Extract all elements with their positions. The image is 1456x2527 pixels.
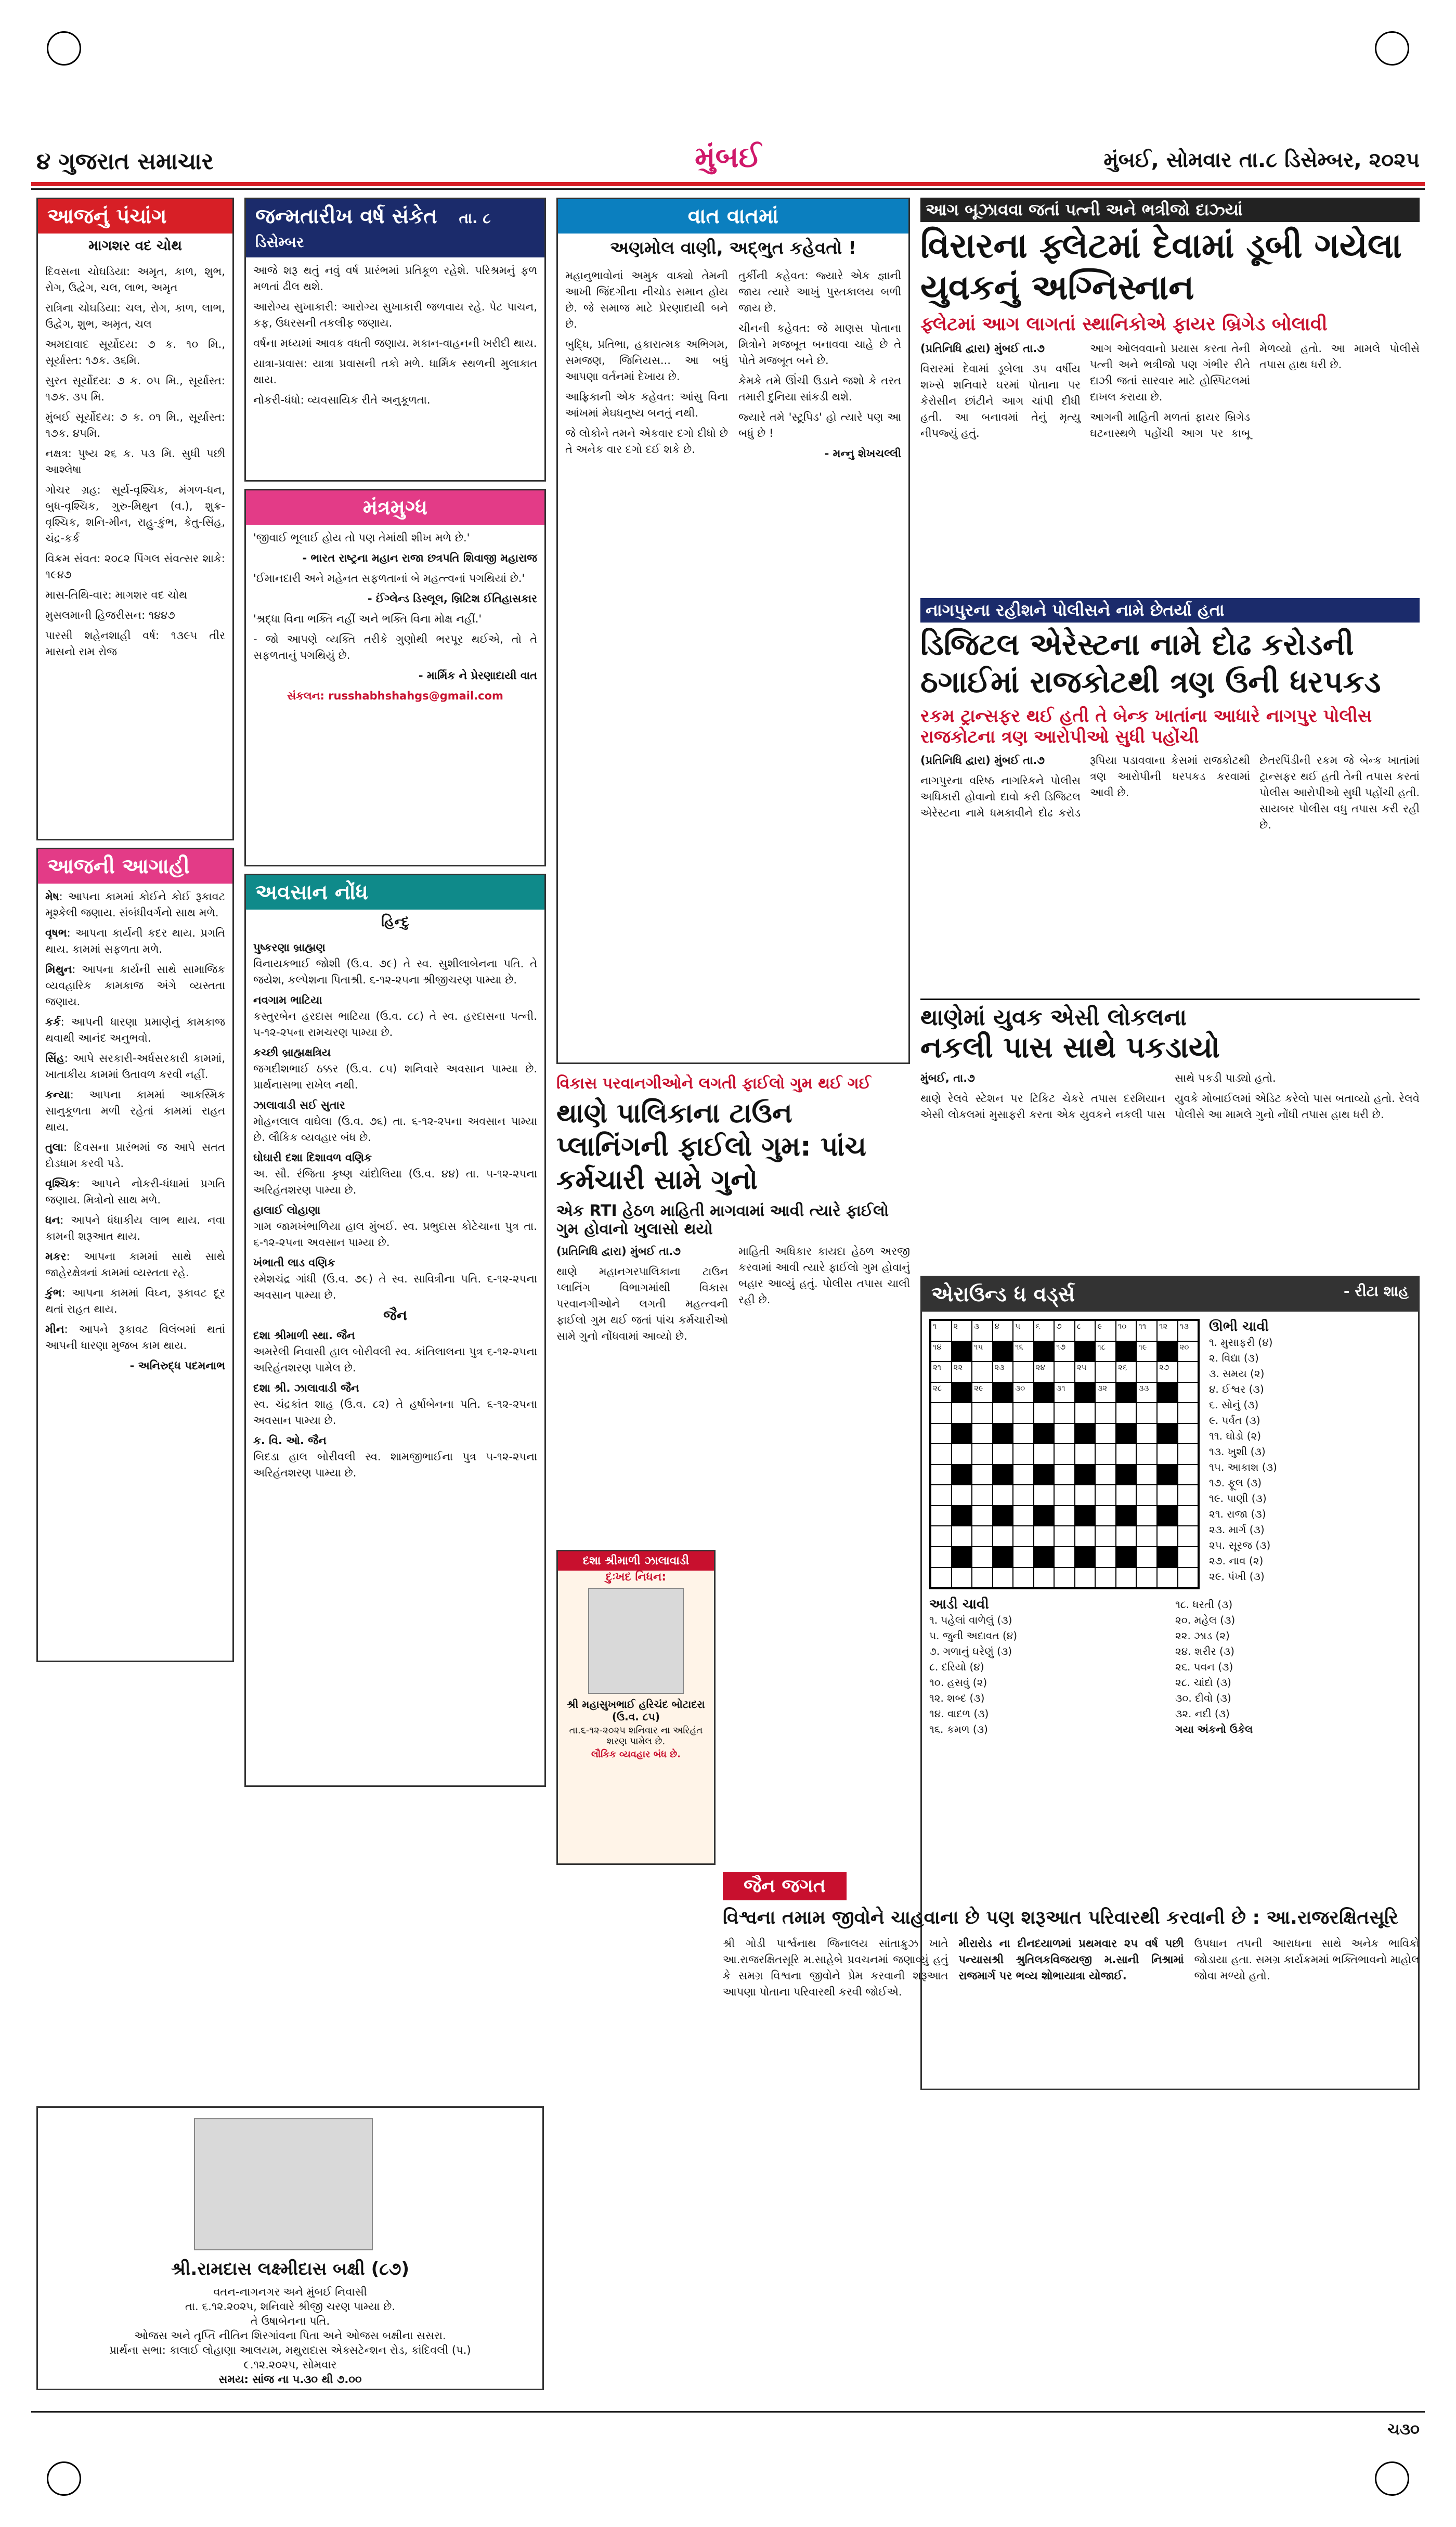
grid-cell[interactable] — [1013, 1403, 1034, 1423]
grid-block — [1157, 1547, 1178, 1567]
grid-cell[interactable] — [1157, 1403, 1178, 1423]
grid-cell[interactable] — [972, 1567, 993, 1588]
virar-story — [920, 198, 1420, 593]
panchang-title: આજનું પંચાંગ — [38, 199, 232, 234]
grid-cell[interactable] — [972, 1444, 993, 1465]
grid-cell[interactable] — [931, 1444, 952, 1465]
grid-cell[interactable]: ૨૬ — [1116, 1362, 1137, 1382]
grid-cell[interactable] — [1054, 1506, 1075, 1526]
grid-cell[interactable] — [1013, 1506, 1034, 1526]
jain-jagat-body: શ્રી ગોડી પાર્શ્વનાથ જિનાલય સાંતાક્રુઝ ખાતે આ.રાજરક્ષિતસૂરિ મ.સાહેબે પ્રવચનમાં જણાવ્યું હતું કે સમગ્ર વિશ્વના જીવોને પ્રેમ કરવાની શરૂઆત આપણા પોતાના પરિવારથી કરવી જોઈએ. મીરારોડ ના દીનદયાળમાં પ્રથમવાર ૨૫ વર્ષ પછી પન્યાસશ્રી શ્રુતિલકવિજયજી મ.સાની નિશ્રામાં રાજમાર્ગ પર ભવ્ય શોભાયાત્રા યોજાઈ. ઉપધાન તપની આરાધના સાથે અનેક ભાવિકો જોડાયા હતા. સમગ્ર કાર્યક્રમમાં ભક્તિભાવનો માહોલ જોવા મળ્યો હતો. — [723, 1937, 1420, 1998]
grid-block — [1075, 1423, 1096, 1444]
header-rule-thin — [31, 188, 1425, 190]
grid-cell[interactable] — [1013, 1547, 1034, 1567]
ac-body: મુંબઈ, તા.૭ થાણે રેલવે સ્ટેશન પર ટિકિટ ચેકરે તપાસ દરમિયાન એસી લોકલમાં મુસાફરી કરતા એક યુવકને નકલી પાસ સાથે પકડી પાડ્યો હતો. યુવકે મોબાઈલમાં એડિટ કરેલો પાસ બતાવ્યો હતો. રેલવે પોલીસે આ મામલે ગુનો નોંધી તપાસ હાથ ધરી છે. — [920, 1072, 1420, 1121]
grid-block — [1157, 1506, 1178, 1526]
date-line: મુંબઈ, સોમવાર તા.૮ ડિસેમ્બર, ૨૦૨૫ — [1103, 148, 1420, 172]
grid-block — [1034, 1382, 1055, 1403]
obituary-ad-bakshi — [36, 2106, 544, 2390]
dasha-subtitle: દુઃખદ નિધન: — [605, 1571, 667, 1584]
grid-block — [952, 1547, 972, 1567]
grid-cell[interactable] — [1157, 1526, 1178, 1547]
grid-cell[interactable] — [1095, 1423, 1116, 1444]
grid-cell[interactable]: ૨૨ — [952, 1362, 972, 1382]
grid-cell[interactable]: ૫ — [1013, 1320, 1034, 1341]
grid-cell[interactable]: ૧૭ — [1054, 1341, 1075, 1362]
grid-cell[interactable] — [972, 1526, 993, 1547]
grid-block — [1116, 1341, 1137, 1362]
grid-cell[interactable] — [1095, 1403, 1116, 1423]
grid-cell[interactable] — [1178, 1506, 1199, 1526]
grid-cell[interactable] — [1075, 1567, 1096, 1588]
grid-cell[interactable] — [1136, 1423, 1157, 1444]
mantra-title: મંત્રમુગ્ધ — [246, 490, 544, 525]
virar-kicker: આગ બૂઝાવવા જતાં પત્ની અને ભત્રીજો દાઝ્યાં — [920, 198, 1420, 222]
grid-cell[interactable] — [993, 1526, 1013, 1547]
grid-cell[interactable] — [1157, 1485, 1178, 1506]
grid-cell[interactable]: ૧૮ — [1095, 1341, 1116, 1362]
grid-cell[interactable]: ૨૧ — [931, 1362, 952, 1382]
grid-cell[interactable] — [1178, 1485, 1199, 1506]
grid-cell[interactable]: ૪ — [993, 1320, 1013, 1341]
birthday-title: જન્મતારીખ વર્ષ સંકેત તા. ૮ ડિસેમ્બર — [246, 199, 544, 257]
crossword-grid-wrap — [929, 1319, 1200, 1589]
grid-cell[interactable] — [931, 1547, 952, 1567]
grid-block — [1034, 1341, 1055, 1362]
grid-cell[interactable]: ૧૦ — [1116, 1320, 1137, 1341]
grid-cell[interactable] — [952, 1567, 972, 1588]
grid-block — [1116, 1506, 1137, 1526]
grid-block — [952, 1465, 972, 1485]
virar-sub: ફ્લેટમાં આગ લાગતાં સ્થાનિકોએ ફાયર બ્રિગેડ બોલાવી — [920, 314, 1328, 335]
grid-cell[interactable] — [1095, 1444, 1116, 1465]
grid-cell[interactable]: ૨૯ — [972, 1382, 993, 1403]
grid-cell[interactable] — [972, 1423, 993, 1444]
grid-cell[interactable] — [1054, 1526, 1075, 1547]
obituary-jain: જૈન — [383, 1307, 407, 1324]
grid-cell[interactable] — [993, 1403, 1013, 1423]
crossword-grid[interactable] — [929, 1319, 1200, 1589]
grid-block — [1116, 1465, 1137, 1485]
grid-block — [952, 1382, 972, 1403]
grid-cell[interactable] — [993, 1444, 1013, 1465]
grid-cell[interactable]: ૨૭ — [1157, 1362, 1178, 1382]
ac-kicker: થાણેમાં યુવક એસી લોકલના — [920, 1004, 1187, 1031]
vaat-title: વાત વાતમાં — [558, 199, 908, 234]
grid-cell[interactable]: ૩ — [972, 1320, 993, 1341]
vaat-heading: અણમોલ વાણી, અદ્ભુત કહેવતો ! — [610, 238, 856, 258]
grid-cell[interactable] — [1054, 1362, 1075, 1382]
grid-block — [1157, 1382, 1178, 1403]
grid-cell[interactable]: ૩૦ — [1013, 1382, 1034, 1403]
obituary-title: અવસાન નોંધ — [246, 875, 544, 910]
footer-rule — [31, 2411, 1425, 2413]
grid-block — [1157, 1465, 1178, 1485]
grid-cell[interactable] — [972, 1547, 993, 1567]
grid-block — [1034, 1423, 1055, 1444]
grid-block — [952, 1341, 972, 1362]
jain-jagat-headline: વિશ્વના તમામ જીવોને ચાહવાના છે પણ શરૂઆત પરિવારથી કરવાની છે : આ.રાજરક્ષિતસૂરિ — [723, 1907, 1399, 1928]
grid-cell[interactable] — [1075, 1485, 1096, 1506]
dasha-line: તા.૬-૧૨-૨૦૨૫ શનિવાર ના અરિહંત શરણ પામેલ છે. — [569, 1725, 703, 1747]
crossword-title: એરાઉન્ડ ધ વર્ડ્સ - રીટા શાહ — [922, 1277, 1418, 1312]
grid-block — [1157, 1423, 1178, 1444]
grid-cell[interactable] — [993, 1567, 1013, 1588]
grid-block — [1075, 1547, 1096, 1567]
grid-cell[interactable] — [972, 1362, 993, 1382]
grid-cell[interactable] — [1136, 1362, 1157, 1382]
grid-cell[interactable] — [1013, 1526, 1034, 1547]
grid-cell[interactable] — [1054, 1485, 1075, 1506]
grid-block — [1075, 1341, 1096, 1362]
grid-cell[interactable] — [1054, 1403, 1075, 1423]
grid-cell[interactable]: ૧૯ — [1136, 1341, 1157, 1362]
down-title: ઊભી ચાવી — [1209, 1319, 1269, 1334]
grid-cell[interactable] — [1136, 1567, 1157, 1588]
grid-cell[interactable] — [1095, 1465, 1116, 1485]
grid-cell[interactable]: ૨૦ — [1178, 1341, 1199, 1362]
grid-cell[interactable] — [993, 1485, 1013, 1506]
grid-cell[interactable] — [1116, 1485, 1137, 1506]
grid-cell[interactable] — [931, 1485, 952, 1506]
grid-cell[interactable] — [952, 1403, 972, 1423]
portrait-photo — [194, 2118, 373, 2250]
grid-cell[interactable]: ૩૨ — [1095, 1382, 1116, 1403]
section-title: મુંબઈ — [695, 140, 761, 174]
arrest-sub: રકમ ટ્રાન્સફર થઈ હતી તે બેન્ક ખાતાંના આધારે નાગપુર પોલીસ રાજકોટના ત્રણ આરોપીઓ સુધી પહોંચી — [920, 706, 1372, 747]
grid-cell[interactable] — [931, 1506, 952, 1526]
crossword-clues: ઊભી ચાવી ૧. મુસાફરી (૪) ૨. વિદ્યા (૩) ૩. સમય (૨) ૪. ઈશ્વર (૩) ૬. સોનું (૩) ૯. પર્વત (૩) ૧૧. ઘોડો (૨) ૧૩. ખુશી (૩) ૧૫. આકાશ (૩) ૧૭. ફૂલ (૩) ૧૯. પાણી (૩) ૨૧. રાજા (૩) ૨૩. માર્ગ (૩) ૨૫. સૂરજ (૩) ૨૭. નાવ (૨) ૨૯. પંખી (૩) — [1209, 1319, 1411, 1589]
grid-cell[interactable]: ૩૧ — [1054, 1382, 1075, 1403]
grid-cell[interactable] — [1157, 1444, 1178, 1465]
grid-cell[interactable] — [1054, 1567, 1075, 1588]
grid-cell[interactable]: ૨૫ — [1075, 1362, 1096, 1382]
registration-mark — [1375, 2461, 1409, 2496]
grid-block — [993, 1547, 1013, 1567]
grid-cell[interactable] — [1136, 1465, 1157, 1485]
grid-cell[interactable]: ૭ — [1054, 1320, 1075, 1341]
vaat-text: મહાનુભાવોનાં અમુક વાક્યો તેમની આખી જિંદગીના નીચોડ સમાન હોય છે. જે સમાજ માટે પ્રેરણાદાયી બને છે. બુદ્ધિ, પ્રતિભા, હકારાત્મક અભિગમ, સમજણ, જિનિયસ... આ બધું આપણા વર્તનમાં દેખાય છે. આફ્રિકાની એક કહેવત: આંસુ વિના આંખમાં મેઘધનુષ્ય બનતું નથી. જે લોકોને તમને એકવાર દગો દીધો છે તે અનેક વાર દગો દઈ શકે છે. તુર્કીની કહેવત: જ્યારે એક જ્ઞાની જાય ત્યારે આખું પુસ્તકાલય બળી જાય છે. ચીનની કહેવત: જે માણસ પોતાના મિત્રોને મજબૂત બનાવવા ચાહે છે તે પોતે મજબૂત બને છે. કેમકે તમે ઊંચી ઉડાને જશો કે તરત તમારી દુનિયા સાંકડી થશે. જ્યારે તમે 'સ્ટૂપિડ' હો ત્યારે પણ આ બધું છે ! - મન્નુ શેખચલ્લી — [558, 263, 908, 469]
ac-local-story — [920, 999, 1420, 1271]
forecast-box — [36, 848, 234, 1662]
panchang-tithi: માગશર વદ ચોથ — [88, 238, 182, 254]
grid-block — [993, 1423, 1013, 1444]
forecast-author: - અનિરુદ્ધ પદમનાભ — [129, 1359, 225, 1372]
grid-block — [1034, 1547, 1055, 1567]
grid-cell[interactable] — [1013, 1567, 1034, 1588]
obituary-hindu: હિન્દુ — [381, 914, 409, 930]
grid-cell[interactable] — [1178, 1444, 1199, 1465]
grid-cell[interactable] — [1054, 1444, 1075, 1465]
grid-cell[interactable] — [931, 1403, 952, 1423]
grid-block — [993, 1506, 1013, 1526]
grid-block — [1034, 1506, 1055, 1526]
grid-cell[interactable] — [1095, 1567, 1116, 1588]
grid-block — [1075, 1382, 1096, 1403]
grid-block — [1034, 1465, 1055, 1485]
grid-cell[interactable] — [1034, 1526, 1055, 1547]
arrest-body: (પ્રતિનિધિ દ્વારા) મુંબઈ તા.૭ નાગપુરના વરિષ્ઠ નાગરિકને પોલીસ અધિકારી હોવાનો દાવો કરી ડિજિટલ એરેસ્ટના નામે ધમકાવીને દોઢ કરોડ રૂપિયા પડાવવાના કેસમાં રાજકોટથી ત્રણ આરોપીની ધરપકડ કરવામાં આવી છે. છેતરપિંડીની રકમ જે બેન્ક ખાતાંમાં ટ્રાન્સફર થઈ હતી તેની તપાસ કરતાં પોલીસ આરોપીઓ સુધી પહોંચી હતી. સાયબર પોલીસ વધુ તપાસ કરી રહી છે. — [920, 754, 1420, 831]
grid-cell[interactable]: ૧૪ — [931, 1341, 952, 1362]
grid-cell[interactable] — [1095, 1362, 1116, 1382]
header-rule — [31, 182, 1425, 186]
grid-cell[interactable] — [972, 1506, 993, 1526]
grid-cell[interactable] — [1095, 1485, 1116, 1506]
footer-code: ચ૩૦ — [1387, 2420, 1420, 2439]
grid-cell[interactable] — [1095, 1526, 1116, 1547]
grid-cell[interactable] — [1178, 1362, 1199, 1382]
grid-cell[interactable] — [1136, 1485, 1157, 1506]
virar-body: (પ્રતિનિધિ દ્વારા) મુંબઈ તા.૭ વિરારમાં દેવામાં ડૂબેલા ૩૫ વર્ષીય શખ્સે શનિવારે ઘરમાં પોતાના પર કેરોસીન છાંટીને આગ ચાંપી દીધી હતી. આ બનાવમાં તેનું મૃત્યુ નીપજ્યું હતું. આગ ઓલવવાનો પ્રયાસ કરતા તેની પત્ની અને ભત્રીજો પણ ગંભીર રીતે દાઝી જતાં સારવાર માટે હોસ્પિટલમાં દાખલ કરાયા છે. આગની માહિતી મળતાં ફાયર બ્રિગેડ ઘટનાસ્થળે પહોંચી આગ પર કાબૂ મેળવ્યો હતો. આ મામલે પોલીસે તપાસ હાથ ધરી છે. — [920, 342, 1420, 439]
grid-cell[interactable]: ૧ — [931, 1320, 952, 1341]
left-column — [36, 198, 234, 2397]
grid-cell[interactable]: ૧૬ — [1013, 1341, 1034, 1362]
dasha-name: શ્રી મહાસુખભાઈ હરિચંદ બોટાદરા (ઉ.વ. ૮૫) — [567, 1698, 705, 1723]
grid-cell[interactable]: ૬ — [1034, 1320, 1055, 1341]
bakshi-name: શ્રી.રામદાસ લક્ષ્મીદાસ બક્ષી (૮૭) — [171, 2259, 410, 2279]
grid-cell[interactable] — [1013, 1423, 1034, 1444]
forecast-list: મેષ: આપના કામમાં કોઈને કોઈ રૂકાવટ મૂશ્કેલી જણાય. સંબંધીવર્ગનો સાથ મળે. વૃષભ: આપના કાર્યની કદર થાય. પ્રગતિ થાય. કામમાં સફળતા મળે. મિથુન: આપના કાર્યની સાથે સામાજિક વ્યવહારિક કામકાજ અંગે વ્યસ્તતા જણાય. કર્ક: આપની ધારણા પ્રમાણેનું કામકાજ થવાથી આનંદ અનુભવો. સિંહ: આપે સરકારી-અર્ધસરકારી કામમાં, ખાતાકીય કામમાં ઉતાવળ કરવી નહીં. કન્યા: આપના કામમાં આકસ્મિક સાનુકૂળતા મળી રહેતાં કામમાં રાહત થાય. તુલા: દિવસના પ્રારંભમાં જ આપે સતત દોડધામ કરવી પડે. વૃશ્ચિક: આપને નોકરી-ધંધામાં પ્રગતિ જણાય. મિત્રોનો સાથ મળે. ધન: આપને ધંધાકીય લાભ થાય. નવા કામની શરૂઆત થાય. મકર: આપના કામમાં સાથે સાથે જાહેરક્ષેત્રનાં કામમાં વ્યસ્તતા રહે. કુંભ: આપના કામમાં વિઘ્ન, રૂકાવટ દૂર થતાં રાહત થાય. મીન: આપને રૂકાવટ વિલંબમાં થતાં આપની ધારણા મુજબ કામ થાય. - અનિરુદ્ધ પદમનાભ — [38, 884, 232, 1383]
grid-cell[interactable] — [1013, 1444, 1034, 1465]
grid-cell[interactable]: ૨૩ — [993, 1362, 1013, 1382]
vaat-box — [556, 198, 910, 1064]
thane-story — [556, 1074, 910, 1543]
grid-cell[interactable] — [931, 1526, 952, 1547]
ac-headline: નકલી પાસ સાથે પકડાયો — [920, 1031, 1220, 1065]
panchang-box — [36, 198, 234, 840]
grid-cell[interactable] — [1054, 1465, 1075, 1485]
grid-cell[interactable] — [1095, 1506, 1116, 1526]
grid-cell[interactable] — [1034, 1485, 1055, 1506]
digital-arrest-story — [920, 598, 1420, 993]
obituary-list: પુષ્કરણા બ્રાહ્મણ વિનાયકભાઈ જોશી (ઉ.વ. ૭૯) તે સ્વ. સુશીલાબેનના પતિ. તે જયેશ, કલ્પેશના પિતાશ્રી. ૬-૧૨-૨૫ના શ્રીજીચરણ પામ્યા છે. નવગામ ભાટિયા કસ્તુરબેન હરદાસ ભાટિયા (ઉ.વ. ૮૮) તે સ્વ. હરદાસના પત્ની. ૫-૧૨-૨૫ના રામચરણ પામ્યા છે. કચ્છી બ્રાહ્મક્ષત્રિય જગદીશભાઈ ઠક્કર (ઉ.વ. ૮૫) શનિવારે અવસાન પામ્યા છે. પ્રાર્થનાસભા રાખેલ નથી. ઝાલાવાડી સઈ સુતાર મોહનલાલ વાઘેલા (ઉ.વ. ૭૬) તા. ૬-૧૨-૨૫ના અવસાન પામ્યા છે. લૌકિક વ્યવહાર બંધ છે. ઘોઘારી દશા દિશાવળ વણિક અ. સૌ. રંજિતા કૃષ્ણ ચાંદોલિયા (ઉ.વ. ૪૪) તા. ૫-૧૨-૨૫ના અરિહંતશરણ પામ્યા છે. હાલાઈ લોહાણા ગામ જામખંભાળિયા હાલ મુંબઈ. સ્વ. પ્રભુદાસ કોટેચાના પુત્ર તા. ૬-૧૨-૨૫ના અવસાન પામ્યા છે. ખંભાતી લાડ વણિક રમેશચંદ્ર ગાંધી (ઉ.વ. ૭૯) તે સ્વ. સાવિત્રીના પતિ. ૬-૧૨-૨૫ના અવસાન પામ્યા છે. જૈન દશા શ્રીમાળી સ્થા. જૈન અમરેલી નિવાસી હાલ બોરીવલી સ્વ. કાંતિલાલના પુત્ર ૬-૧૨-૨૫ના અરિહંતશરણ પામેલ છે. દશા શ્રી. ઝાલાવાડી જૈન સ્વ. ચંદ્રકાંત શાહ (ઉ.વ. ૮૨) તે હર્ષાબેનના પતિ. ૬-૧૨-૨૫ના અવસાન પામ્યા છે. ક. વિ. ઓ. જૈન બિદડા હાલ બોરીવલી સ્વ. શામજીભાઈના પુત્ર ૫-૧૨-૨૫ના અરિહંતશરણ પામ્યા છે. — [253, 941, 537, 1479]
birthday-box — [244, 198, 546, 482]
grid-block — [1116, 1423, 1137, 1444]
grid-cell[interactable] — [1054, 1547, 1075, 1567]
grid-cell[interactable]: ૮ — [1075, 1320, 1096, 1341]
grid-cell[interactable] — [1075, 1444, 1096, 1465]
grid-cell[interactable]: ૧૧ — [1136, 1320, 1157, 1341]
grid-cell[interactable] — [1013, 1485, 1034, 1506]
grid-cell[interactable] — [1178, 1567, 1199, 1588]
registration-mark — [47, 31, 81, 66]
grid-cell[interactable] — [1178, 1382, 1199, 1403]
panchang-lines: દિવસના ચોઘડિયા: અમૃત, કાળ, શુભ, રોગ, ઉદ્વેગ, ચલ, લાભ, અમૃત રાત્રિના ચોઘડિયા: ચલ, રોગ, કાળ, લાભ, ઉદ્વેગ, શુભ, અમૃત, ચલ અમદાવાદ સૂર્યોદય: ૭ ક. ૧૦ મિ., સૂર્યાસ્ત: ૧૭ક. ૩૬મિ. સુરત સૂર્યોદય: ૭ ક. ૦૫ મિ., સૂર્યાસ્ત: ૧૭ક. ૩૫ મિ. મુંબઈ સૂર્યોદય: ૭ ક. ૦૧ મિ., સૂર્યાસ્ત: ૧૭ક. ૪૫મિ. નક્ષત્ર: પુષ્ય ૨૬ ક. ૫૩ મિ. સુધી પછી આશ્લેષા ગોચર ગ્રહ: સૂર્ય-વૃશ્ચિક, મંગળ-ધન, બુધ-વૃશ્ચિક, ગુરુ-મિથુન (વ.), શુક્ર-વૃશ્ચિક, શનિ-મીન, રાહુ-કુંભ, કેતુ-સિંહ, ચંદ્ર-કર્ક વિક્રમ સંવત: ૨૦૮૨ પિંગલ સંવત્સર શાકે: ૧૯૪૭ માસ-તિથિ-વાર: માગશર વદ ચોથ મુસલમાની હિજરીસન: ૧૪૪૭ પારસી શહેનશાહી વર્ષ: ૧૩૯૫ તીર માસનો રામ રોજ — [45, 265, 225, 658]
virar-headline: વિરારના ફ્લેટમાં દેવામાં ડૂબી ગયેલા યુવકનું અગ્નિસ્નાન — [920, 226, 1402, 307]
grid-cell[interactable] — [1034, 1567, 1055, 1588]
grid-cell[interactable] — [1136, 1403, 1157, 1423]
grid-cell[interactable] — [1013, 1465, 1034, 1485]
grid-cell[interactable] — [972, 1403, 993, 1423]
grid-block — [993, 1465, 1013, 1485]
grid-cell[interactable]: ૧૫ — [972, 1341, 993, 1362]
grid-cell[interactable] — [952, 1485, 972, 1506]
grid-cell[interactable] — [1095, 1547, 1116, 1567]
grid-cell[interactable] — [1054, 1423, 1075, 1444]
grid-cell[interactable] — [1136, 1547, 1157, 1567]
grid-block — [993, 1382, 1013, 1403]
grid-cell[interactable] — [1157, 1567, 1178, 1588]
registration-mark — [1375, 31, 1409, 66]
grid-cell[interactable] — [1136, 1526, 1157, 1547]
grid-cell[interactable]: ૧૩ — [1178, 1320, 1199, 1341]
arrest-headline: ડિજિટલ એરેસ્ટના નામે દોઢ કરોડની ઠગાઈમાં રાજકોટથી ત્રણ ઉની ધરપકડ — [920, 627, 1381, 699]
birthday-text: આજે શરૂ થતું નવું વર્ષ પ્રારંભમાં પ્રતિકૂળ રહેશે. પરિશ્રમનું ફળ મળતાં ઢીલ થશે. આરોગ્ય સુખાકારી: આરોગ્ય સુખાકારી જળવાય રહે. પેટ પાચન, કફ, ઉધરસની તકલીફ જણાય. વર્ષના મધ્યમાં આવક વધતી જણાય. મકાન-વાહનની ખરીદી થાય. યાત્રા-પ્રવાસ: યાત્રા પ્રવાસની તકો મળે. ધાર્મિક સ્થળની મુલાકાત થાય. નોકરી-ધંધો: વ્યવસાયિક રીતે અનુકૂળતા. — [253, 264, 537, 406]
grid-cell[interactable]: ૨૮ — [931, 1382, 952, 1403]
grid-cell[interactable] — [1116, 1444, 1137, 1465]
grid-block — [1075, 1465, 1096, 1485]
grid-cell[interactable] — [972, 1465, 993, 1485]
grid-cell[interactable] — [1116, 1526, 1137, 1547]
obituary-box — [244, 874, 546, 1787]
grid-block — [1075, 1506, 1096, 1526]
second-column — [244, 198, 546, 2397]
obituary-ad-dasha — [556, 1550, 716, 1865]
grid-cell[interactable] — [1075, 1526, 1096, 1547]
grid-cell[interactable]: ૩૩ — [1136, 1382, 1157, 1403]
mantra-text: 'જીવાઈ ભૂલાઈ હોય તો પણ તેમાંથી શીખ મળે છે.' - ભારત રાષ્ટ્રના મહાન રાજા છત્રપતિ શિવાજી મહારાજ 'ઈમાનદારી અને મહેનત સફળતાનાં બે મહત્ત્વનાં પગથિયાં છે.' - ઈંગ્લેન્ડ ડિસ્લૂલ, બ્રિટિશ ઈતિહાસકાર 'શ્રદ્ધા વિના ભક્તિ નહીં અને ભક્તિ વિના મોક્ષ નહીં.' - જો આપણે વ્યક્તિ તરીકે ગુણોથી ભરપૂર થઈએ, તો તે સફળતાનું પગથિયું છે. - માર્મિક ને પ્રેરણાદાયી વાત સંકલન: russhabhshahgs@gmail.com — [246, 525, 544, 714]
grid-block — [993, 1341, 1013, 1362]
forecast-title: આજની આગાહી — [38, 849, 232, 884]
grid-cell[interactable] — [1034, 1444, 1055, 1465]
jain-jagat-title: જૈન જગત — [723, 1872, 847, 1900]
mantra-box — [244, 489, 546, 866]
grid-cell[interactable] — [1178, 1423, 1199, 1444]
grid-cell[interactable] — [972, 1485, 993, 1506]
grid-cell[interactable] — [931, 1567, 952, 1588]
thane-sub: એક RTI હેઠળ માહિતી માગવામાં આવી ત્યારે ફાઈલો ગુમ હોવાનો ખુલાસો થયો — [556, 1202, 889, 1238]
grid-cell[interactable] — [1178, 1526, 1199, 1547]
vaat-author: - મન્નુ શેખચલ્લી — [824, 447, 901, 460]
grid-cell[interactable] — [1178, 1547, 1199, 1567]
jain-jagat — [723, 1872, 1420, 2382]
thane-body: (પ્રતિનિધિ દ્વારા) મુંબઈ તા.૭ થાણે મહાનગરપાલિકાના ટાઉન પ્લાનિંગ વિભાગમાંથી વિકાસ પરવાનગીઓને લગતી મહત્ત્વની ફાઈલો ગુમ થઈ જતાં પાંચ કર્મચારીઓ સામે ગુનો નોંધવામાં આવ્યો છે. માહિતી અધિકાર કાયદા હેઠળ અરજી કરવામાં આવી ત્યારે ફાઈલો ગુમ હોવાનું બહાર આવ્યું હતું. પોલીસ તપાસ ચાલી રહી છે. — [556, 1245, 910, 1342]
grid-block — [1157, 1341, 1178, 1362]
grid-block — [952, 1423, 972, 1444]
bakshi-lines: વતન-નાગનગર અને મુંબઈ નિવાસી તા. ૬.૧૨.૨૦૨૫, શનિવારે શ્રીજી ચરણ પામ્યા છે. તે ઉષાબેનના પતિ. ઓજસ અને તૃપ્તિ નીતિન શિરગાંવના પિતા અને ઓજસ બક્ષીના સસરા. પ્રાર્થના સભા: કાલાઈ લોહાણા આલયમ, મથુરાદાસ એક્સટેન્શન રોડ, કાંદિવલી (પ.) ૯.૧૨.૨૦૨૫, સોમવાર સમય: સાંજ ના ૫.૩૦ થી ૭.૦૦ — [109, 2286, 471, 2386]
grid-cell[interactable] — [1116, 1567, 1137, 1588]
grid-cell[interactable]: ૯ — [1095, 1320, 1116, 1341]
registration-mark — [47, 2461, 81, 2496]
dasha-footer: લૌકિક વ્યવહાર બંધ છે. — [591, 1749, 681, 1760]
grid-cell[interactable] — [1013, 1362, 1034, 1382]
grid-cell[interactable] — [1178, 1403, 1199, 1423]
grid-cell[interactable] — [952, 1444, 972, 1465]
grid-cell[interactable] — [1178, 1465, 1199, 1485]
thane-headline: થાણે પાલિકાના ટાઉન પ્લાનિંગની ફાઈલો ગુમ: પાંચ કર્મચારી સામે ગુનો — [556, 1098, 866, 1196]
arrest-kicker: નાગપુરના રહીશને પોલીસને નામે છેતર્યા હતા — [920, 598, 1420, 623]
dasha-title: દશા શ્રીમાળી ઝાલાવાડી — [558, 1551, 714, 1571]
mantra-contact: સંકલન: russhabhshahgs@gmail.com — [287, 690, 503, 702]
grid-cell[interactable] — [931, 1423, 952, 1444]
grid-cell[interactable]: ૧૨ — [1157, 1320, 1178, 1341]
across-clues: આડી ચાવી ૧. પહેલાં વાળેલું (૩) ૫. જુની અદાવત (૪) ૭. ગળાનું ઘરેણું (૩) ૮. દરિયો (૪) ૧૦. હસવું (૨) ૧૨. શબ્દ (૩) ૧૪. વાદળ (૩) ૧૬. કમળ (૩) ૧૮. ધરતી (૩) ૨૦. મહેલ (૩) ૨૨. ઝાડ (૨) ૨૪. શરીર (૩) ૨૬. પવન (૩) ૨૮. ચાંદો (૩) ૩૦. દીવો (૩) ૩૨. નદી (૩) ગયા અંકનો ઉકેલ — [929, 1597, 1253, 1736]
grid-cell[interactable] — [1034, 1403, 1055, 1423]
grid-cell[interactable]: ૨ — [952, 1320, 972, 1341]
thane-kicker: વિકાસ પરવાનગીઓને લગતી ફાઈલો ગુમ થઈ ગઈ — [556, 1074, 871, 1093]
grid-cell[interactable] — [931, 1465, 952, 1485]
grid-cell[interactable] — [1136, 1444, 1157, 1465]
grid-cell[interactable] — [1116, 1403, 1137, 1423]
grid-cell[interactable] — [1136, 1506, 1157, 1526]
grid-block — [952, 1506, 972, 1526]
dasha-photo — [588, 1588, 684, 1694]
grid-block — [1116, 1382, 1137, 1403]
grid-cell[interactable]: ૨૪ — [1034, 1362, 1055, 1382]
grid-cell[interactable] — [1075, 1403, 1096, 1423]
page-label: ૪ ગુજરાત સમાચાર — [36, 148, 214, 175]
grid-block — [1116, 1547, 1137, 1567]
grid-cell[interactable] — [952, 1526, 972, 1547]
